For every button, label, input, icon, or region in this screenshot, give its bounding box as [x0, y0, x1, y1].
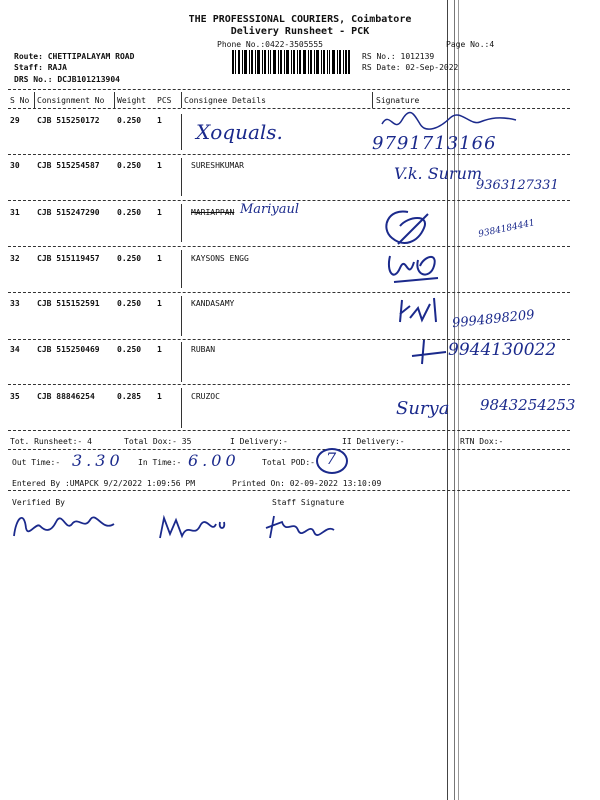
handwritten-signature: [378, 208, 438, 250]
column-header-weight: Weight: [117, 96, 146, 105]
row-consignment: CJB 515247290: [37, 208, 100, 217]
ii-delivery: II Delivery:-: [342, 437, 405, 446]
route-label: Route: CHETTIPALAYAM ROAD: [14, 52, 135, 61]
divider: [8, 384, 570, 385]
row-sno: 32: [10, 254, 20, 263]
signature-phone: 9994898209: [451, 307, 536, 332]
row-weight: 0.250: [117, 116, 142, 125]
signature-phone: 9843254253: [480, 396, 576, 414]
row-pcs: 1: [157, 161, 162, 170]
row-consignee: MARIAPPAN: [191, 208, 235, 217]
signature-squiggle: [380, 110, 520, 134]
row-consignment: CJB 515152591: [37, 299, 100, 308]
row-weight: 0.250: [117, 208, 142, 217]
signature-squiggle: [378, 208, 438, 246]
page-number: Page No.:4: [446, 40, 495, 49]
signature-phone: 9363127331: [476, 178, 559, 193]
signature-phone: 9944130022: [448, 340, 557, 360]
column-header-consignment: Consignment No: [37, 96, 105, 105]
rtn-dox: RTN Dox:-: [460, 437, 504, 446]
row-consignment: CJB 88846254: [37, 392, 95, 401]
row-sno: 35: [10, 392, 20, 401]
total-dox: Total Dox:- 35: [124, 437, 192, 446]
signature-squiggle: [396, 296, 456, 328]
middle-signature: [156, 512, 236, 542]
out-time-label: Out Time:-: [12, 458, 61, 467]
handwritten-signature: [410, 338, 450, 372]
row-consignee: CRUZOC: [191, 392, 220, 401]
divider: [8, 200, 570, 201]
drs-number: DRS No.: DCJB101213904: [14, 75, 120, 84]
verified-by-label: Verified By: [12, 498, 65, 507]
signature-phone: 9384184441: [477, 218, 536, 240]
divider: [8, 292, 570, 293]
column-header-sno: S No: [10, 96, 30, 105]
row-weight: 0.250: [117, 299, 142, 308]
row-pcs: 1: [157, 392, 162, 401]
row-weight: 0.250: [117, 345, 142, 354]
signature-squiggle: [384, 252, 444, 286]
page-title: THE PROFESSIONAL COURIERS, Coimbatore: [188, 14, 412, 25]
row-sno: 31: [10, 208, 20, 217]
column-header-pcs: PCS: [157, 96, 172, 105]
rs-date: RS Date: 02-Sep-2022: [362, 63, 459, 72]
in-time-label: In Time:-: [138, 458, 182, 467]
verified-signature: [10, 508, 120, 542]
divider: [8, 490, 570, 491]
row-consignment: CJB 515254587: [37, 161, 100, 170]
divider: [8, 89, 570, 90]
handwritten-consignee: Xoquals.: [196, 120, 283, 144]
entered-by: Entered By :UMAPCK 9/2/2022 1:09:56 PM: [12, 479, 196, 488]
row-consignee: RUBAN: [191, 345, 216, 354]
staff-label: Staff: RAJA: [14, 63, 67, 72]
row-weight: 0.250: [117, 254, 142, 263]
divider: [8, 246, 570, 247]
handwritten-signature: [384, 252, 444, 290]
row-sno: 34: [10, 345, 20, 354]
row-consignee: SURESHKUMAR: [191, 161, 244, 170]
divider: [8, 108, 570, 109]
row-pcs: 1: [157, 116, 162, 125]
row-consignee: KAYSONS ENGG: [191, 254, 249, 263]
i-delivery: I Delivery:-: [230, 437, 288, 446]
total-runsheet: Tot. Runsheet:- 4: [10, 437, 92, 446]
column-header-signature: Signature: [376, 96, 420, 105]
barcode-image: [232, 50, 350, 74]
page-subtitle: Delivery Runsheet - PCK: [230, 26, 370, 37]
row-sno: 29: [10, 116, 20, 125]
divider: [8, 449, 570, 450]
in-time-value: 6.00: [188, 451, 240, 470]
divider: [8, 154, 570, 155]
staff-signature: [264, 512, 344, 542]
row-pcs: 1: [157, 345, 162, 354]
signature-phone: 9791713166: [372, 133, 497, 154]
printed-on: Printed On: 02-09-2022 13:10:09: [232, 479, 382, 488]
row-sno: 30: [10, 161, 20, 170]
staff-signature-label: Staff Signature: [272, 498, 345, 507]
row-consignee: KANDASAMY: [191, 299, 235, 308]
total-pod-value: 7: [326, 449, 337, 468]
row-consignment: CJB 515250172: [37, 116, 100, 125]
row-consignment: CJB 515119457: [37, 254, 100, 263]
out-time-value: 3.30: [72, 451, 124, 470]
signature-name: Surya: [396, 398, 450, 419]
divider: [8, 430, 570, 431]
row-consignment: CJB 515250469: [37, 345, 100, 354]
total-pod-label: Total POD:-: [262, 458, 315, 467]
signature-squiggle: [410, 338, 450, 368]
row-pcs: 1: [157, 254, 162, 263]
phone-number: Phone No.:0422-3505555: [217, 40, 323, 49]
handwritten-consignee: Mariyaul: [240, 202, 300, 217]
row-weight: 0.285: [117, 392, 142, 401]
row-weight: 0.250: [117, 161, 142, 170]
row-pcs: 1: [157, 299, 162, 308]
row-pcs: 1: [157, 208, 162, 217]
signature-name: V.k. Surum: [394, 164, 483, 183]
handwritten-signature: [396, 296, 456, 332]
column-header-consignee: Consignee Details: [184, 96, 266, 105]
row-sno: 33: [10, 299, 20, 308]
rs-number: RS No.: 1012139: [362, 52, 435, 61]
